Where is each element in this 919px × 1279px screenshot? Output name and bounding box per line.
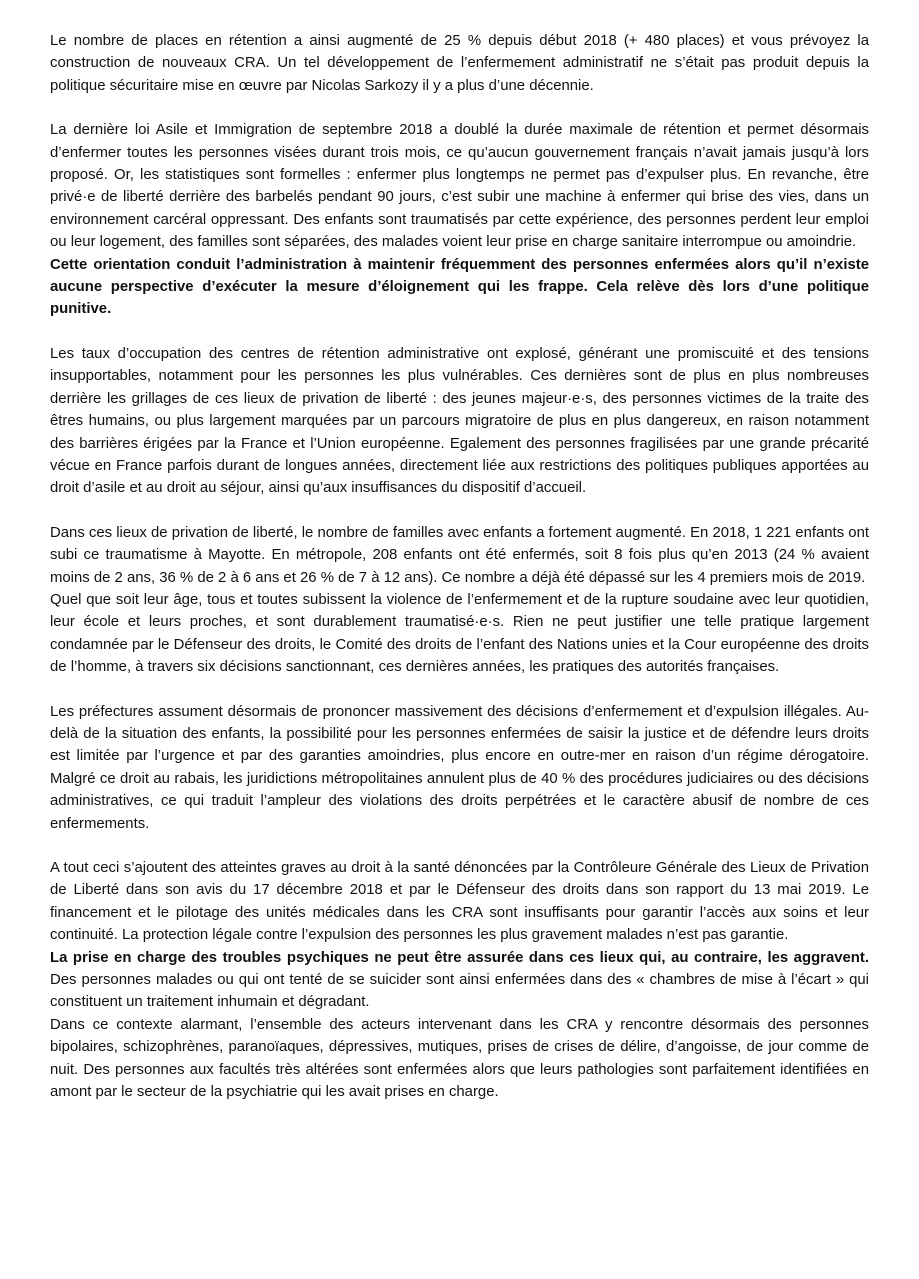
paragraph-violence-enfermement: Quel que soit leur âge, tous et toutes subissent la violence de l’enfermement et de la rupture soudaine avec leur quotidien, leur école et leurs proches, et sont durablement traumatisé·e·s. Rien ne peut justifier une telle pratique largement condamnée par le Défenseur des droits, le Comité des droits de l’enfant des Nations unies et la Cour européenne des droits de l’homme, à travers six décisions sanctionnant, ces dernières années, les pratiques des autorités françaises.	[50, 591, 869, 676]
paragraph-gap	[50, 500, 869, 522]
paragraph-contexte-alarmant: Dans ce contexte alarmant, l’ensemble des acteurs intervenant dans les CRA y rencontre désormais des personnes bipolaires, schizophrènes, paranoïaques, dépressives, mutiques, prises de crises de délire, d’angoisse, de jour comme de nuit. Des personnes aux facultés très altérées sont enfermées alors que leurs pathologies sont parfaitement identifiées en amont par le secteur de la psychiatrie qui les avait prises en charge.	[50, 1016, 869, 1101]
troubles-psychiques-bold: La prise en charge des troubles psychiques ne peut être assurée dans ces lieux qui, au contraire, les aggravent.	[50, 949, 869, 966]
troubles-psychiques-rest: Des personnes malades ou qui ont tenté de se suicider sont ainsi enfermées dans des « chambres de mise à l’écart » qui constituent un traitement inhumain et dégradant.	[50, 972, 869, 1011]
paragraph-gap	[50, 97, 869, 119]
paragraph-loi-asile: La dernière loi Asile et Immigration de septembre 2018 a doublé la durée maximale de rétention et permet désormais d’enfermer toutes les personnes visées durant trois mois, ce qu’aucun gouvernement français n’avait jamais jusqu’à lors proposé. Or, les statistiques sont formelles : enfermer plus longtemps ne permet pas d’expulser plus. En revanche, être privé·e de liberté derrière des barbelés pendant 90 jours, c’est subir une machine à enfermer qui brise des vies, dans un environnement carcéral oppressant. Des enfants sont traumatisés par cette expérience, des personnes perdent leur emploi ou leur logement, des familles sont séparées, des malades voient leur prise en charge sanitaire interrompue ou amoindrie.	[50, 122, 869, 251]
paragraph-gap	[50, 835, 869, 857]
paragraph-gap	[50, 679, 869, 701]
paragraph-places-retention: Le nombre de places en rétention a ainsi augmenté de 25 % depuis début 2018 (+ 480 places) et vous prévoyez la construction de nouveaux CRA. Un tel développement de l’enfermement administratif ne s’était pas produit depuis la politique sécuritaire mise en œuvre par Nicolas Sarkozy il y a plus d’une décennie.	[50, 33, 869, 94]
paragraph-orientation-bold: Cette orientation conduit l’administration à maintenir fréquemment des personnes enfermées alors qu’il n’existe aucune perspective d’exécuter la mesure d’éloignement qui les frappe. Cela relève dès lors d’une politique punitive.	[50, 256, 869, 318]
paragraph-familles-enfants: Dans ces lieux de privation de liberté, le nombre de familles avec enfants a fortement augmenté. En 2018, 1 221 enfants ont subi ce traumatisme à Mayotte. En métropole, 208 enfants ont été enfermés, soit 8 fois plus qu’en 2013 (24 % avaient moins de 2 ans, 36 % de 2 à 6 ans et 26 % de 7 à 12 ans). Ce nombre a déjà été dépassé sur les 4 premiers mois de 2019.	[50, 524, 869, 586]
paragraph-taux-occupation: Les taux d’occupation des centres de rétention administrative ont explosé, générant une promiscuité et des tensions insupportables, notamment pour les personnes les plus vulnérables. Ces dernières sont de plus en plus nombreuses derrière les grillages de ces lieux de privation de liberté : des jeunes majeur·e·s, des personnes victimes de la traite des êtres humains, ou plus largement marquées par un parcours migratoire de plus en plus dangereux, en raison notamment des barrières érigées par la France et l’Union européenne. Egalement des personnes fragilisées par une grande précarité vécue en France parfois durant de longues années, directement liée aux restrictions des politiques publiques apportées au droit d’asile et au droit au séjour, ainsi qu’aux insuffisances du dispositif d’accueil.	[50, 345, 869, 497]
paragraph-droit-sante: A tout ceci s’ajoutent des atteintes graves au droit à la santé dénoncées par la Contrôleure Générale des Lieux de Privation de Liberté dans son avis du 17 décembre 2018 et par le Défenseur des droits dans son rapport du 13 mai 2019. Le financement et le pilotage des unités médicales dans les CRA sont insuffisants pour garantir l’accès aux soins et leur continuité. La protection légale contre l’expulsion des personnes les plus gravement malades n’est pas garantie.	[50, 860, 869, 944]
paragraph-prefectures: Les préfectures assument désormais de prononcer massivement des décisions d’enfermement et d’expulsion illégales. Au-delà de la situation des enfants, la possibilité pour les personnes enfermées de saisir la justice et de défendre leurs droits est limitée par l’urgence et par des garanties amoindries, plus encore en outre-mer en raison d’un régime dérogatoire. Malgré ce droit au rabais, les juridictions métropolitaines annulent plus de 40 % des procédures judiciaires ou des décisions administratives, ce qui traduit l’ampleur des violations des droits perpétrées et le caractère abusif de nombre de ces enfermements.	[50, 703, 869, 832]
paragraph-troubles-psychiques	[50, 947, 869, 1014]
paragraph-gap	[50, 321, 869, 343]
